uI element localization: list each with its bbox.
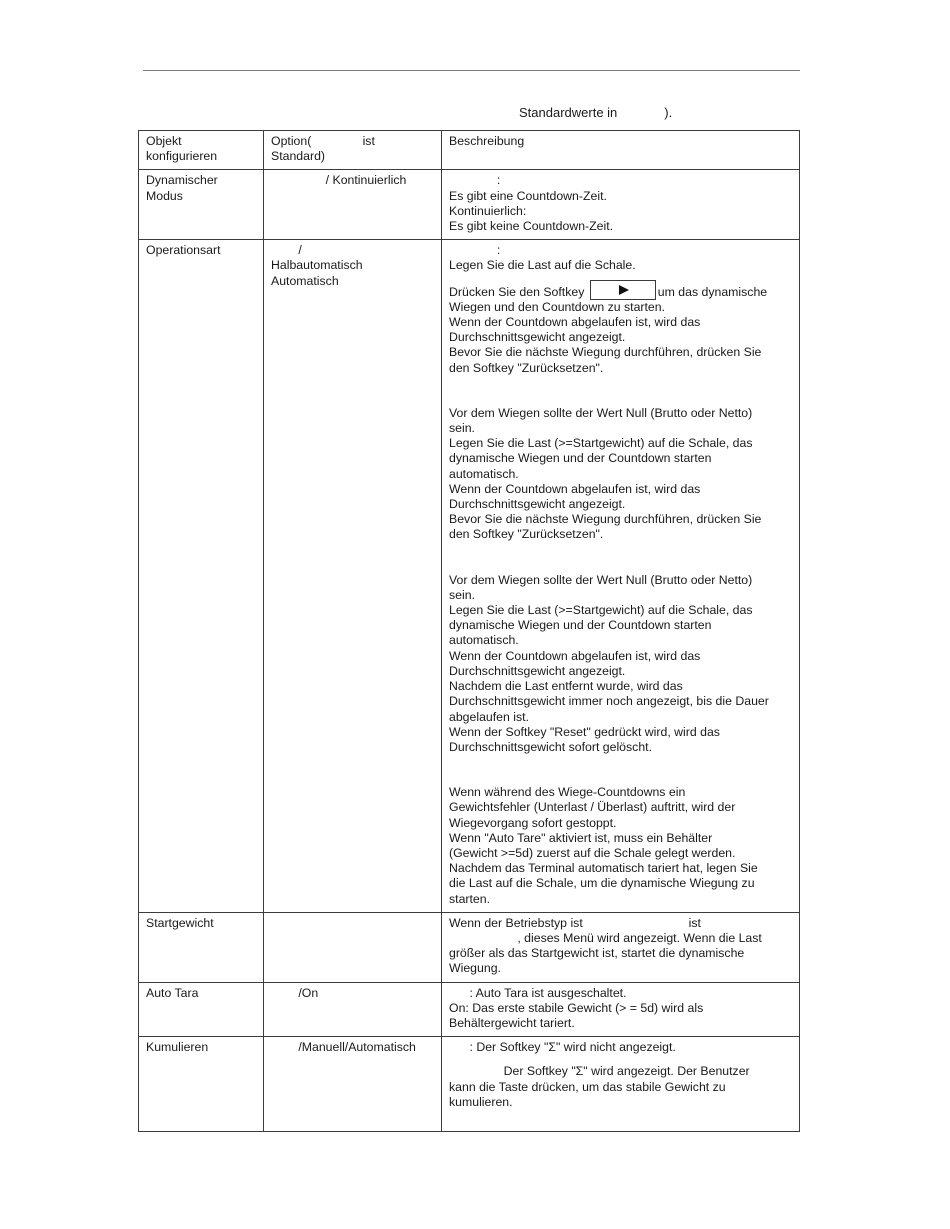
object-cell: Kumulieren xyxy=(139,1037,264,1132)
description-cell: : Der Softkey "Σ" wird nicht angezeigt. Der Softkey "Σ" wird angezeigt. Der Benutzer kann die Taste drücken, um das stabile Gewicht zu kumulieren. xyxy=(442,1037,800,1132)
intro-line: Standardwerte in ). xyxy=(519,105,673,120)
start-softkey xyxy=(590,280,656,300)
table-row xyxy=(139,1037,800,1132)
description-cell: Wenn der Betriebstyp ist ist , dieses Menü wird angezeigt. Wenn die Last größer als das Startgewicht ist, startet die dynamische Wiegung. xyxy=(442,912,800,982)
header-object: Objekt konfigurieren xyxy=(139,131,264,170)
description-cell: : Es gibt eine Countdown-Zeit. Kontinuierlich: Es gibt keine Countdown-Zeit. xyxy=(442,170,800,240)
object-cell: Dynamischer Modus xyxy=(139,170,264,240)
object-cell: Operationsart xyxy=(139,240,264,913)
object-cell: Startgewicht xyxy=(139,912,264,982)
table-row xyxy=(139,982,800,1037)
option-cell xyxy=(264,912,442,982)
table-row xyxy=(139,170,800,240)
option-cell: / Kontinuierlich xyxy=(264,170,442,240)
table-header-row xyxy=(139,131,800,170)
object-cell: Auto Tara xyxy=(139,982,264,1037)
header-description: Beschreibung xyxy=(442,131,800,170)
description-cell: : Legen Sie die Last auf die Schale. Drücken Sie den Softkey um das dynamische Wiegen und den Countdown zu starten. Wenn der Countdown abgelaufen ist, wird das Durchschnittsgewicht angezeigt. Bevor Sie die nächste Wiegung durchführen, drücken Sie den Softkey "Zurücksetzen". Vor dem Wiegen sollte der Wert Null (Brutto oder Netto) sein. Legen Sie die Last (>=Startgewicht) auf die Schale, das dynamische Wiegen und der Countdown starten automatisch. Wenn der Countdown abgelaufen ist, wird das Durchschnittsgewicht angezeigt. Bevor Sie die nächste Wiegung durchführen, drücken Sie den Softkey "Zurücksetzen". Vor dem Wiegen sollte der Wert Null (Brutto oder Netto) sein. Legen Sie die Last (>=Startgewicht) auf die Schale, das dynamische Wiegen und der Countdown starten automatisch. Wenn der Countdown abgelaufen ist, wird das Durchschnittsgewicht angezeigt. Nachdem die Last entfernt wurde, wird das Durchschnittsgewicht immer noch angezeigt, bis die Dauer abgelaufen ist. Wenn der Softkey "Reset" gedrückt wird, wird das Durchschnittsgewicht sofort gelöscht. Wenn während des Wiege-Countdowns ein Gewichtsfehler (Unterlast / Überlast) auftritt, wird der Wiegevorgang sofort gestoppt. Wenn "Auto Tare" aktiviert ist, muss ein Behälter (Gewicht >=5d) zuerst auf die Schale gelegt werden. Nachdem das Terminal automatisch tariert hat, legen Sie die Last auf die Schale, um die dynamische Wiegung zu starten. xyxy=(442,240,800,913)
header-option: Option( ist Standard) xyxy=(264,131,442,170)
play-triangle-icon xyxy=(619,285,629,295)
header-rule xyxy=(143,70,800,71)
option-cell: /Manuell/Automatisch xyxy=(264,1037,442,1132)
option-cell: / Halbautomatisch Automatisch xyxy=(264,240,442,913)
table-row xyxy=(139,240,800,913)
option-cell: /On xyxy=(264,982,442,1037)
softkey-line: Drücken Sie den Softkey um das dynamische xyxy=(449,280,793,300)
configuration-table xyxy=(138,130,800,1132)
description-cell: : Auto Tara ist ausgeschaltet. On: Das erste stabile Gewicht (> = 5d) wird als Behältergewicht tariert. xyxy=(442,982,800,1037)
table-row xyxy=(139,912,800,982)
